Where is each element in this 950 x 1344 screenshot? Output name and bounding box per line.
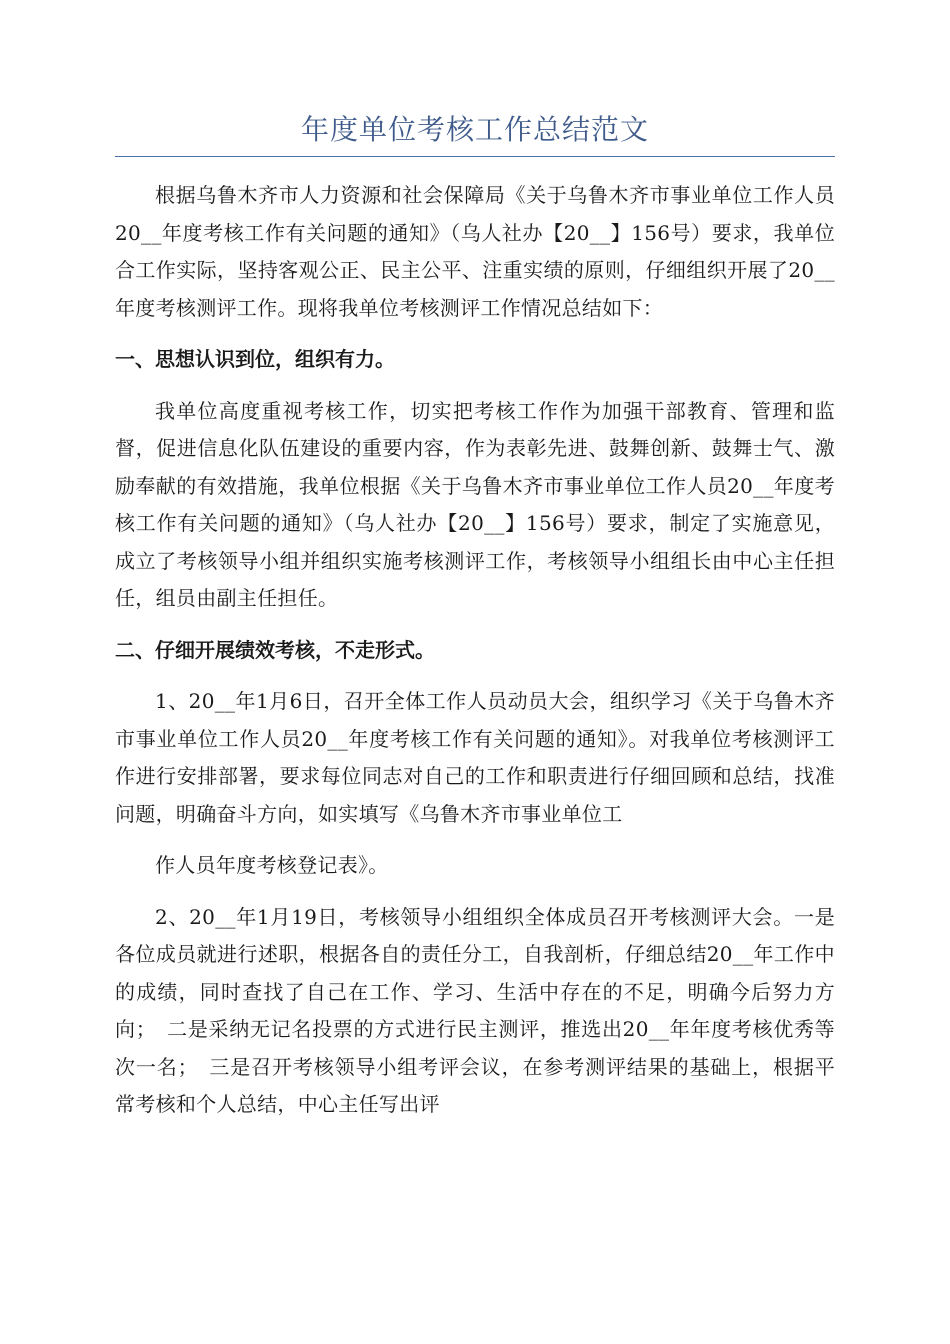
section-heading-1: 一、思想认识到位，组织有力。	[115, 347, 395, 371]
document-page	[115, 104, 835, 1138]
section-heading-2: 二、仔细开展绩效考核，不走形式。	[115, 637, 435, 662]
item-2-paragraph: 2、20__年1月19日，考核领导小组组织全体成员召开考核测评大会。一是各位成员就进行述职，根据各自的责任分工，自我剖析，仔细总结20__年工作中的成绩，同时查找了自己在工作、学习、生活中存在的不足，明确今后努力方向； 二是采纳无记名投票的方式进行民主测评，推选出20__年年度考核优秀等次一名； 三是召开考核领导小组考评会议，在参考测评结果的基础上，根据平常考核和个人总结，中心主任写出评	[115, 904, 835, 1116]
intro-paragraph: 根据乌鲁木齐市人力资源和社会保障局《关于乌鲁木齐市事业单位工作人员20__年度考核工作有关问题的通知》（乌人社办【20__】156号）要求，我单位合工作实际，坚持客观公正、民主公平、注重实绩的原则，仔细组织开展了20__年度考核测评工作。现将我单位考核测评工作情况总结如下：	[115, 183, 835, 320]
section-1-paragraph: 我单位高度重视考核工作，切实把考核工作作为加强干部教育、管理和监督，促进信息化队伍建设的重要内容，作为表彰先进、鼓舞创新、鼓舞士气、激励奉献的有效措施，我单位根据《关于乌鲁木齐市事业单位工作人员20__年度考核工作有关问题的通知》（乌人社办【20__】156号）要求，制定了实施意见，成立了考核领导小组并组织实施考核测评工作，考核领导小组组长由中心主任担任，组员由副主任担任。	[115, 398, 835, 610]
item-1-paragraph: 1、20__年1月6日，召开全体工作人员动员大会，组织学习《关于乌鲁木齐市事业单位工作人员20__年度考核工作有关问题的通知》。对我单位考核测评工作进行安排部署，要求每位同志对自己的工作和职责进行仔细回顾和总结，找准问题，明确奋斗方向，如实填写《乌鲁木齐市事业单位工	[115, 689, 835, 826]
item-1-continuation: 作人员年度考核登记表》。	[155, 853, 389, 877]
title-underline	[115, 156, 835, 157]
document-title: 年度单位考核工作总结范文	[300, 113, 649, 146]
